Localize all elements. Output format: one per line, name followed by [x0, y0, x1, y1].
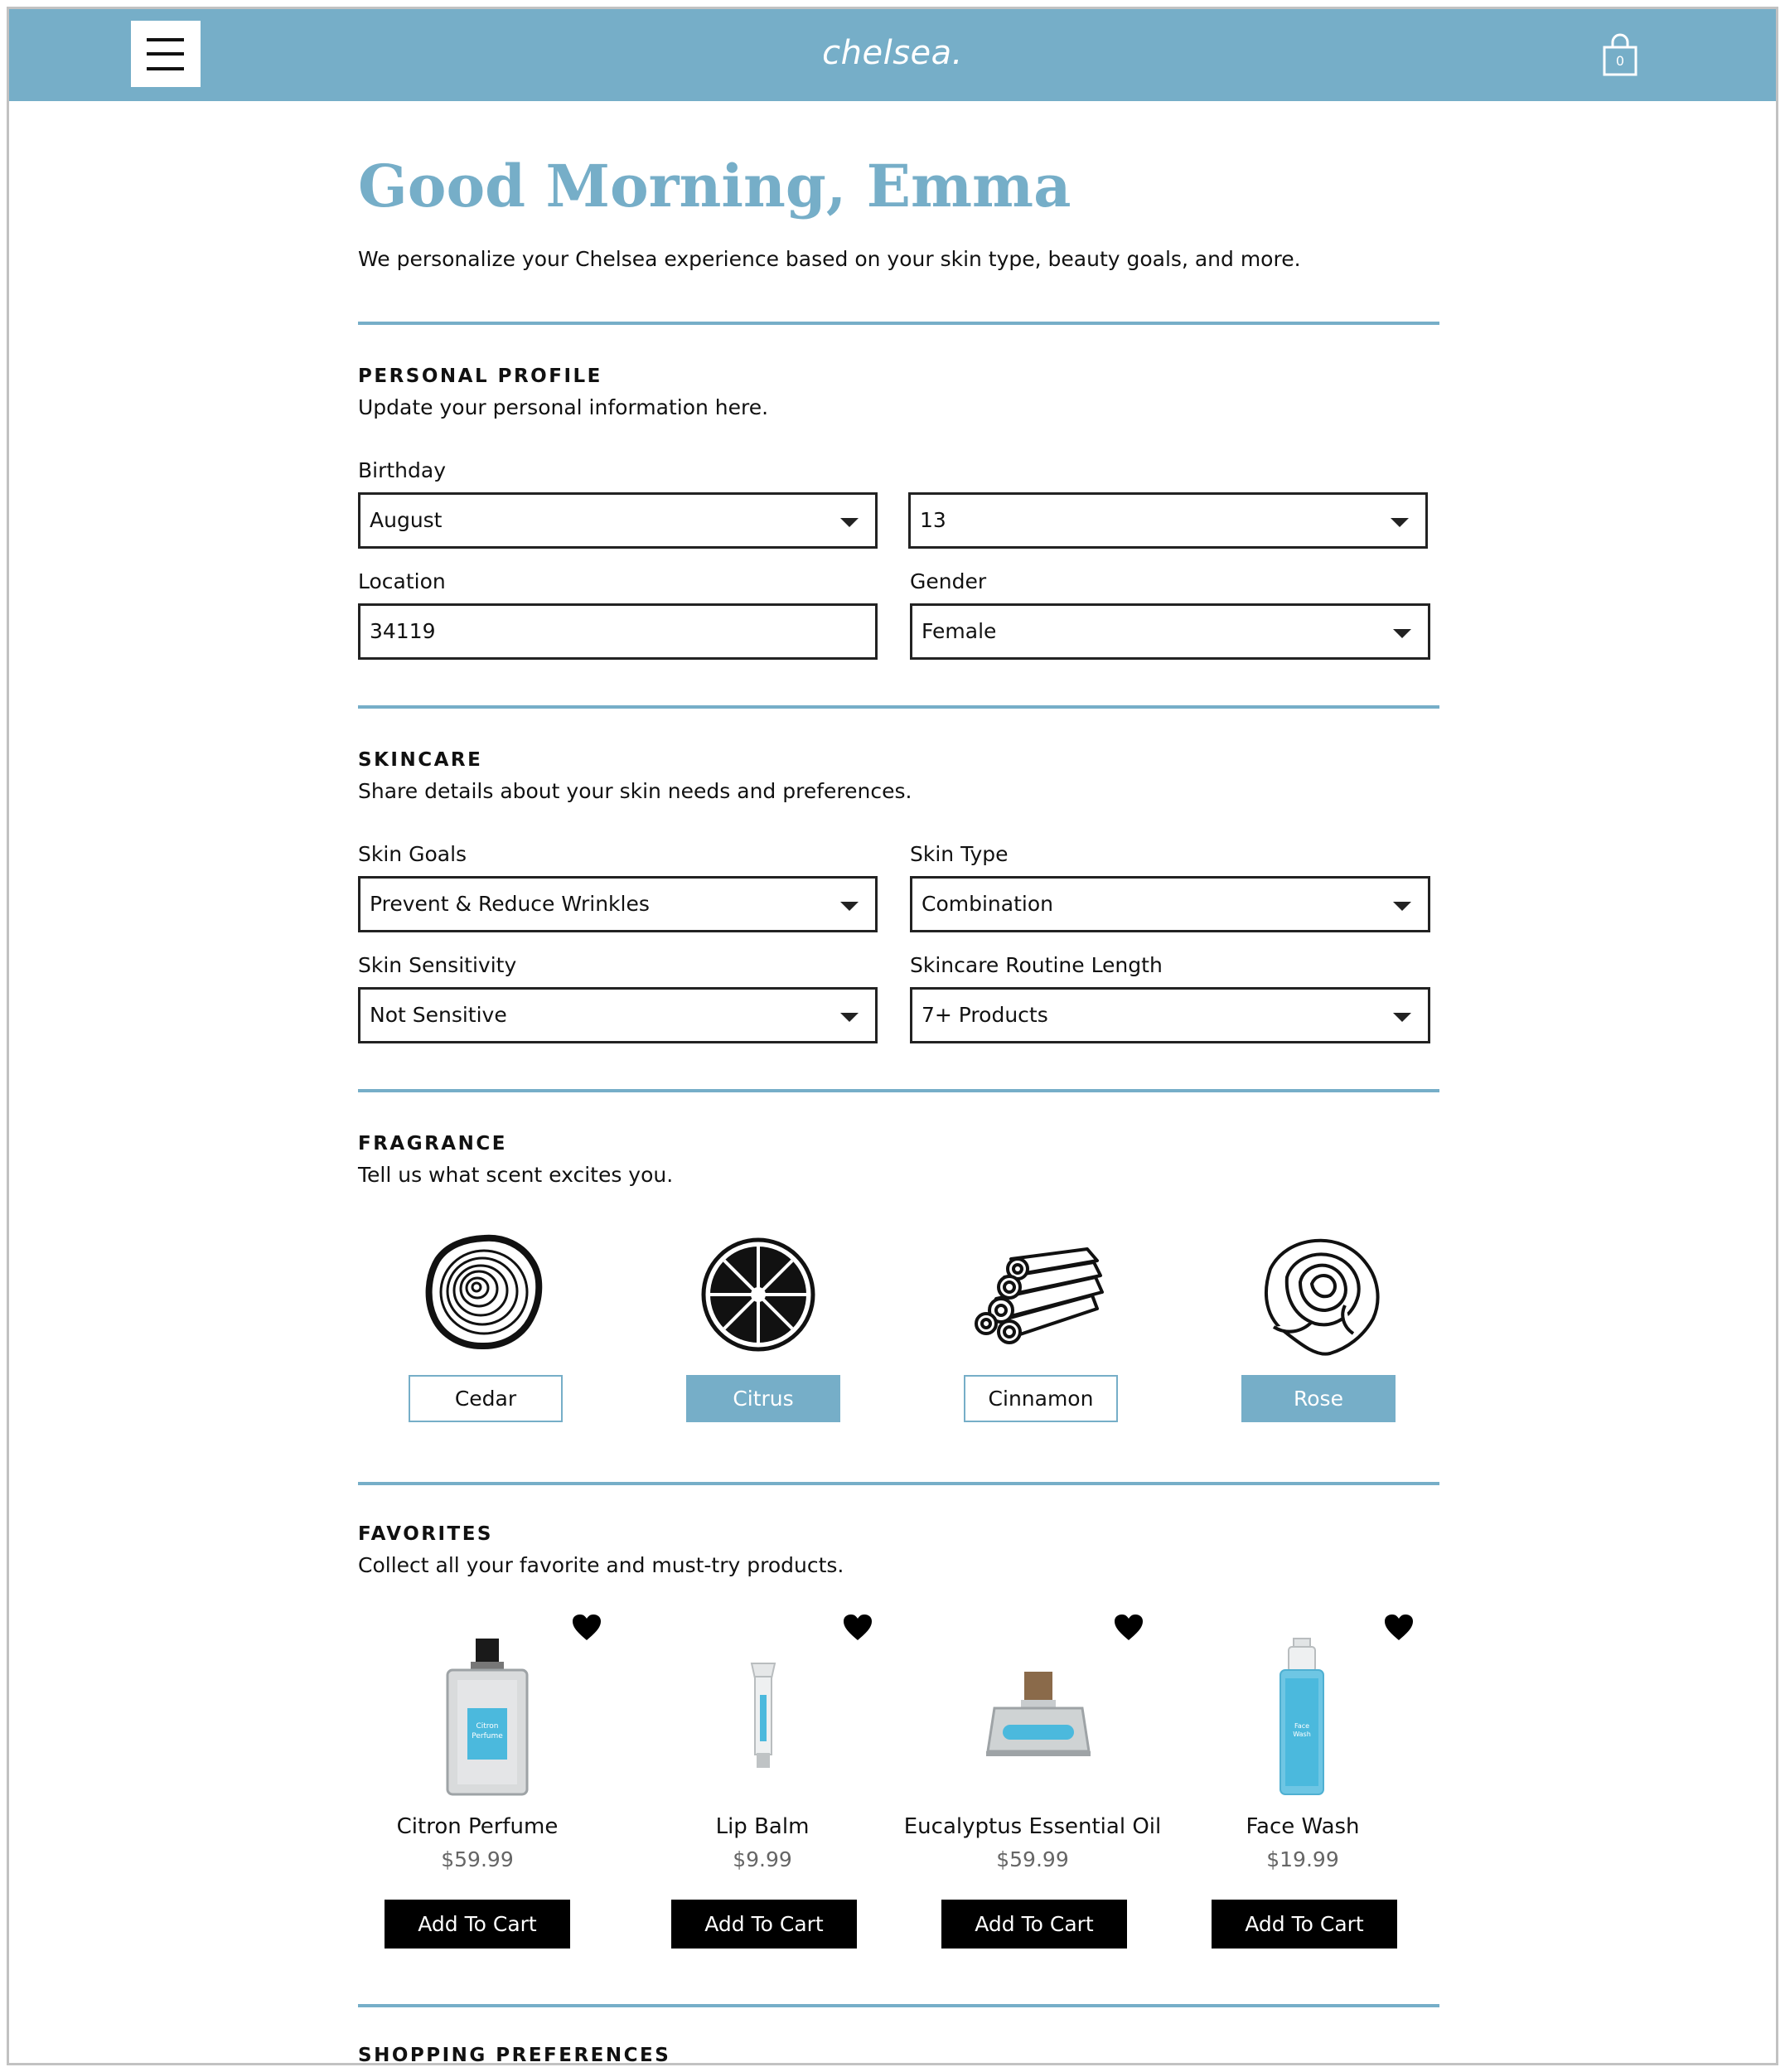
scent-option-citrus[interactable]: Citrus [686, 1375, 840, 1422]
caret-down-icon [1393, 1013, 1411, 1022]
page-title: Good Morning, Emma [358, 152, 1071, 220]
scent-option-cinnamon[interactable]: Cinnamon [964, 1375, 1118, 1422]
gender-select[interactable] [910, 603, 1430, 660]
section-divider [358, 705, 1439, 709]
routine-length-label: Skincare Routine Length [910, 953, 1163, 977]
section-title-fragrance: FRAGRANCE [358, 1133, 507, 1155]
skin-type-value: Combination [922, 892, 1053, 916]
location-input[interactable] [358, 603, 878, 660]
scent-option-rose[interactable]: Rose [1241, 1375, 1396, 1422]
logo[interactable]: chelsea. [822, 34, 963, 72]
skin-goals-select[interactable] [358, 876, 878, 932]
scent-option-cedar[interactable]: Cedar [409, 1375, 563, 1422]
add-to-cart-button[interactable]: Add To Cart [671, 1900, 857, 1949]
svg-text:Citron: Citron [476, 1722, 499, 1731]
birthday-label: Birthday [358, 458, 447, 482]
intro-text: We personalize your Chelsea experience based on your skin type, beauty goals, and more. [358, 247, 1301, 271]
section-subtitle-personal-profile: Update your personal information here. [358, 395, 769, 419]
caret-down-icon [1393, 629, 1411, 638]
gender-value: Female [922, 619, 997, 643]
section-subtitle-fragrance: Tell us what scent excites you. [358, 1163, 674, 1187]
birthday-day-select[interactable] [908, 492, 1428, 549]
skin-type-label: Skin Type [910, 842, 1009, 866]
app-window [7, 7, 1778, 2065]
add-to-cart-button[interactable]: Add To Cart [1212, 1900, 1397, 1949]
svg-text:Face: Face [1294, 1722, 1310, 1730]
section-title-personal-profile: PERSONAL PROFILE [358, 366, 602, 387]
gender-label: Gender [910, 569, 987, 593]
birthday-month-select[interactable] [358, 492, 878, 549]
section-divider [358, 322, 1439, 325]
cinnamon-icon [971, 1244, 1105, 1350]
birthday-day-value: 13 [920, 508, 946, 532]
add-to-cart-button[interactable]: Add To Cart [385, 1900, 570, 1949]
section-title-skincare: SKINCARE [358, 749, 483, 771]
product-price: $9.99 [733, 1847, 792, 1871]
skin-sensitivity-label: Skin Sensitivity [358, 953, 517, 977]
product-name[interactable]: Lip Balm [715, 1814, 810, 1839]
face-wash-image[interactable] [1275, 1637, 1328, 1798]
skin-sensitivity-value: Not Sensitive [370, 1003, 507, 1027]
skin-goals-label: Skin Goals [358, 842, 467, 866]
skin-goals-value: Prevent & Reduce Wrinkles [370, 892, 650, 916]
section-divider [358, 2004, 1439, 2007]
cedar-icon [424, 1233, 544, 1352]
svg-text:Perfume: Perfume [472, 1732, 503, 1740]
section-subtitle-skincare: Share details about your skin needs and preferences. [358, 779, 912, 803]
product-price: $59.99 [441, 1847, 514, 1871]
product-name[interactable]: Eucalyptus Essential Oil [903, 1814, 1162, 1839]
cart-button[interactable] [1602, 32, 1638, 77]
caret-down-icon [1391, 518, 1409, 527]
skin-sensitivity-select[interactable] [358, 987, 878, 1043]
cart-count: 0 [1615, 53, 1625, 69]
product-price: $59.99 [996, 1847, 1069, 1871]
section-divider [358, 1089, 1439, 1092]
product-name[interactable]: Face Wash [1246, 1814, 1360, 1839]
top-bar [9, 9, 1776, 101]
lip-balm-image[interactable] [747, 1662, 780, 1771]
section-title-favorites: FAVORITES [358, 1523, 493, 1545]
svg-text:Wash: Wash [1293, 1731, 1311, 1738]
perfume-bottle-image[interactable] [443, 1637, 532, 1798]
citrus-icon [701, 1237, 815, 1352]
heart-icon[interactable] [843, 1614, 873, 1642]
section-divider [358, 1482, 1439, 1485]
heart-icon[interactable] [1114, 1614, 1144, 1642]
birthday-month-value: August [370, 508, 443, 532]
rose-icon [1254, 1236, 1383, 1360]
routine-length-value: 7+ Products [922, 1003, 1048, 1027]
essential-oil-image[interactable] [983, 1670, 1094, 1758]
product-name[interactable]: Citron Perfume [396, 1814, 559, 1839]
location-value: 34119 [370, 619, 436, 643]
section-subtitle-favorites: Collect all your favorite and must-try products. [358, 1553, 844, 1577]
heart-icon[interactable] [1384, 1614, 1414, 1642]
routine-length-select[interactable] [910, 987, 1430, 1043]
add-to-cart-button[interactable]: Add To Cart [941, 1900, 1127, 1949]
section-title-shopping-preferences: SHOPPING PREFERENCES [358, 2045, 671, 2065]
caret-down-icon [840, 518, 859, 527]
heart-icon[interactable] [572, 1614, 602, 1642]
caret-down-icon [840, 1013, 859, 1022]
caret-down-icon [840, 902, 859, 911]
caret-down-icon [1393, 902, 1411, 911]
location-label: Location [358, 569, 446, 593]
skin-type-select[interactable] [910, 876, 1430, 932]
product-price: $19.99 [1266, 1847, 1339, 1871]
